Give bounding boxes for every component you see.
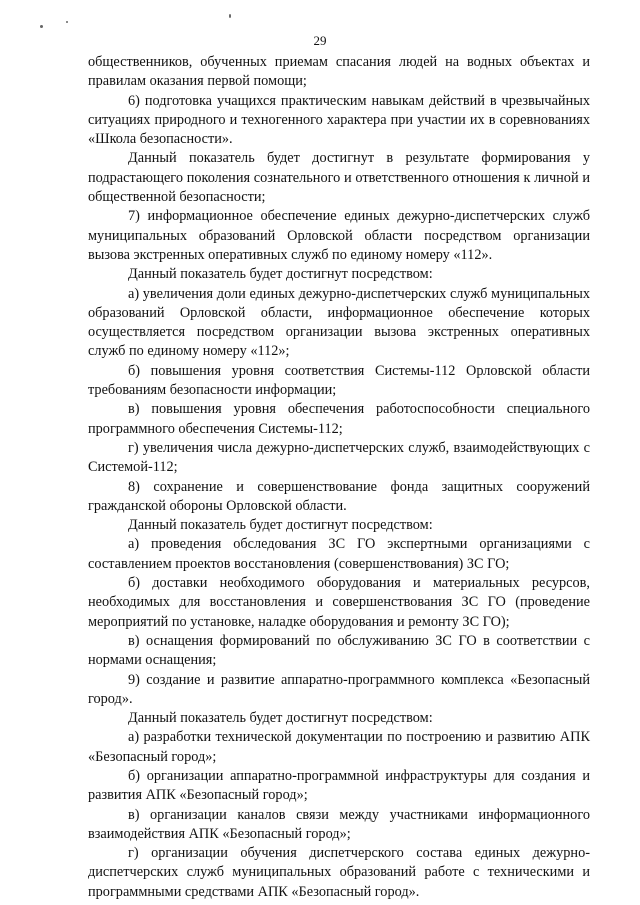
paragraph: а) разработки технической документации по построению и развитию АПК «Безопасный город»;	[88, 729, 590, 765]
paragraph: 8) сохранение и совершенствование фонда защитных сооружений гражданской обороны Орловской области.	[88, 478, 590, 514]
document-body	[88, 53, 590, 902]
paragraph: Данный показатель будет достигнут посредством:	[128, 266, 433, 283]
paragraph: г) увеличения числа дежурно-диспетчерских служб, взаимодействующих с Системой-112;	[88, 439, 590, 476]
paragraph: б) организации аппаратно-программной инфраструктуры для создания и развития АПК «Безопасный город»;	[88, 767, 590, 804]
paragraph: общественников, обученных приемам спасания людей на водных объектах и правилам оказания первой помощи;	[88, 54, 590, 90]
scan-speck	[40, 25, 43, 28]
paragraph: в) организации каналов связи между участниками информационного взаимодействия АПК «Безопасный город»;	[88, 806, 590, 842]
paragraph: а) увеличения доли единых дежурно-диспетчерских служб муниципальных образований Орловской области, информационное обеспечение которых осуществляется посредством организации вызова экстренных оперативных служб по единому номеру «112»;	[88, 285, 590, 360]
paragraph: Данный показатель будет достигнут в результате формирования у подрастающего поколения сознательного и ответственного отношения к личной и общественной безопасности;	[88, 150, 590, 206]
paragraph: б) повышения уровня соответствия Системы-112 Орловской области требованиям безопасности информации;	[88, 362, 590, 399]
paragraph: в) оснащения формирований по обслуживанию ЗС ГО в соответствии с нормами оснащения;	[88, 632, 590, 669]
scan-speck	[229, 14, 231, 18]
paragraph: 9) создание и развитие аппаратно-программного комплекса «Безопасный город».	[88, 671, 590, 707]
paragraph: Данный показатель будет достигнут посредством:	[128, 710, 433, 727]
paragraph: а) проведения обследования ЗС ГО экспертными организациями с составлением проектов восстановления (совершенствования) ЗС ГО;	[88, 536, 590, 572]
paragraph: 6) подготовка учащихся практическим навыкам действий в чрезвычайных ситуациях природного и техногенного характера при участии их в соревнованиях «Школа безопасности».	[88, 92, 590, 148]
paragraph: б) доставки необходимого оборудования и материальных ресурсов, необходимых для восстановления и совершенствования ЗС ГО (проведение мероприятий по установке, наладке оборудования и ремонту ЗС ГО);	[88, 575, 590, 630]
paragraph: в) повышения уровня обеспечения работоспособности специального программного обеспечения Системы-112;	[88, 401, 590, 437]
paragraph: 7) информационное обеспечение единых дежурно-диспетчерских служб муниципальных образований Орловской области посредством организации вызова экстренных оперативных служб по единому номеру «112».	[88, 208, 590, 263]
scan-speck	[66, 21, 68, 23]
paragraph: Данный показатель будет достигнут посредством:	[128, 517, 433, 534]
paragraph: г) организации обучения диспетчерского состава единых дежурно-диспетчерских служб муниципальных образований работе с техническими и программными средствами АПК «Безопасный город».	[88, 845, 590, 900]
page-number: 29	[313, 33, 327, 48]
